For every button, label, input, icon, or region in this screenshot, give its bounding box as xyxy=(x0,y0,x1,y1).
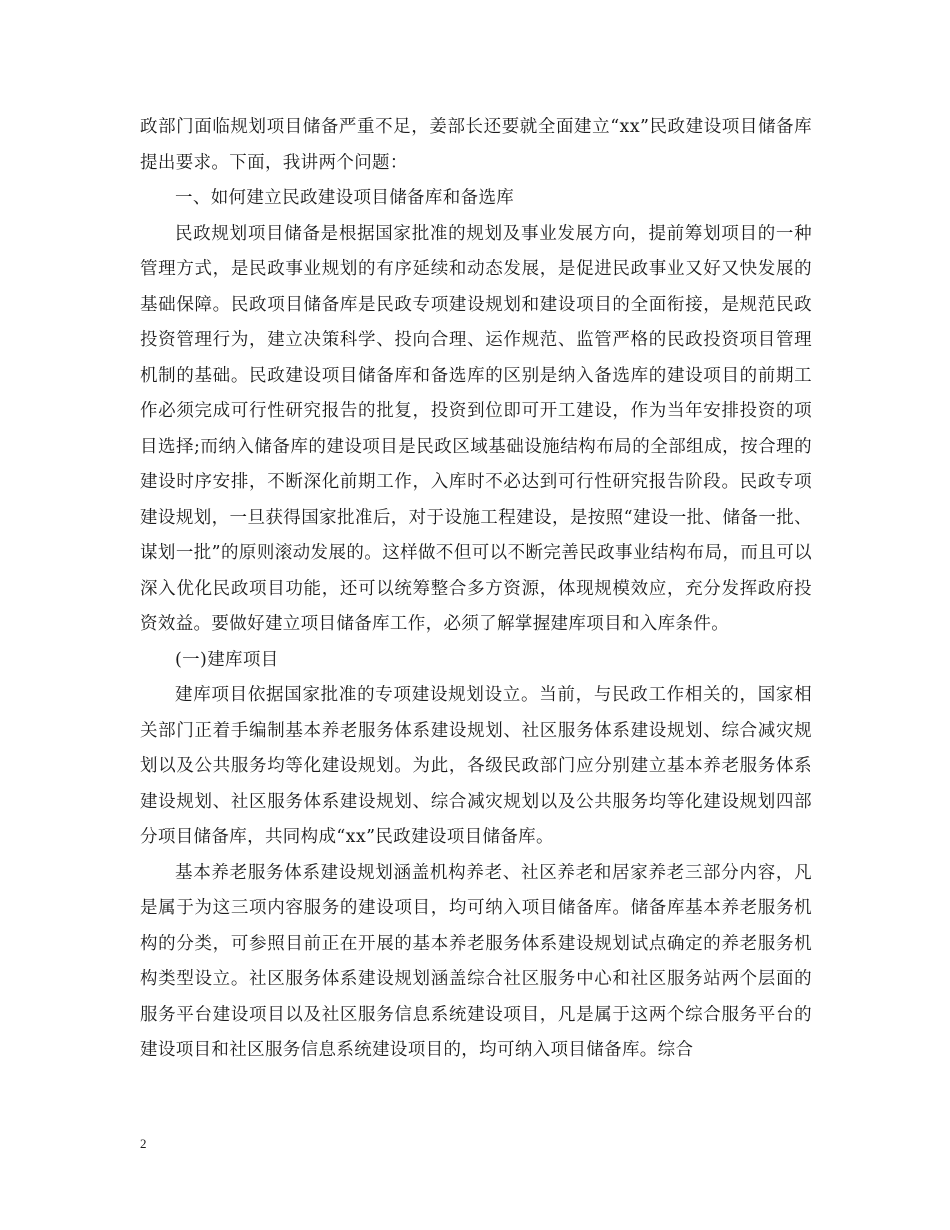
paragraph-continuation: 政部门面临规划项目储备严重不足，姜部长还要就全面建立“xx”民政建设项目储备库提出要求。下面，我讲两个问题： xyxy=(140,117,812,173)
subsection-heading: (一)建库项目 xyxy=(175,649,279,670)
paragraph-body: 民政规划项目储备是根据国家批准的规划及事业发展方向，提前筹划项目的一种管理方式，是民政事业规划的有序延续和动态发展，是促进民政事业又好又快发展的基础保障。民政项目储备库是民政专项建设规划和建设项目的全面衔接，是规范民政投资管理行为，建立决策科学、投向合理、运作规范、监管严格的民政投资项目管理机制的基础。民政建设项目储备库和备选库的区别是纳入备选库的建设项目的前期工作必须完成可行性研究报告的批复，投资到位即可开工建设，作为当年安排投资的项目选择;而纳入储备库的建设项目是民政区域基础设施结构布局的全部组成，按合理的建设时序安排，不断深化前期工作，入库时不必达到可行性研究报告阶段。民政专项建设规划，一旦获得国家批准后，对于设施工程建设，是按照“建设一批、储备一批、谋划一批”的原则滚动发展的。这样做不但可以不断完善民政事业结构布局，而且可以深入优化民政项目功能，还可以统筹整合多方资源，体现规模效应，充分发挥政府投资效益。要做好建立项目储备库工作，必须了解掌握建库项目和入库条件。 xyxy=(140,223,812,634)
paragraph-body: 基本养老服务体系建设规划涵盖机构养老、社区养老和居家养老三部分内容，凡是属于为这三项内容服务的建设项目，均可纳入项目储备库。储备库基本养老服务机构的分类，可参照目前正在开展的基本养老服务体系建设规划试点确定的养老服务机构类型设立。社区服务体系建设规划涵盖综合社区服务中心和社区服务站两个层面的服务平台建设项目以及社区服务信息系统建设项目，凡是属于这两个综合服务平台的建设项目和社区服务信息系统建设项目的，均可纳入项目储备库。综合 xyxy=(140,862,812,1060)
document-page xyxy=(140,110,812,1069)
page-number: 2 xyxy=(140,1136,147,1151)
paragraph-body: 建库项目依据国家批准的专项建设规划设立。当前，与民政工作相关的，国家相关部门正着手编制基本养老服务体系建设规划、社区服务体系建设规划、综合减灾规划以及公共服务均等化建设规划。为此，各级民政部门应分别建立基本养老服务体系建设规划、社区服务体系建设规划、综合减灾规划以及公共服务均等化建设规划四部分项目储备库，共同构成“xx”民政建设项目储备库。 xyxy=(140,685,812,847)
section-heading: 一、如何建立民政建设项目储备库和备选库 xyxy=(175,188,515,208)
